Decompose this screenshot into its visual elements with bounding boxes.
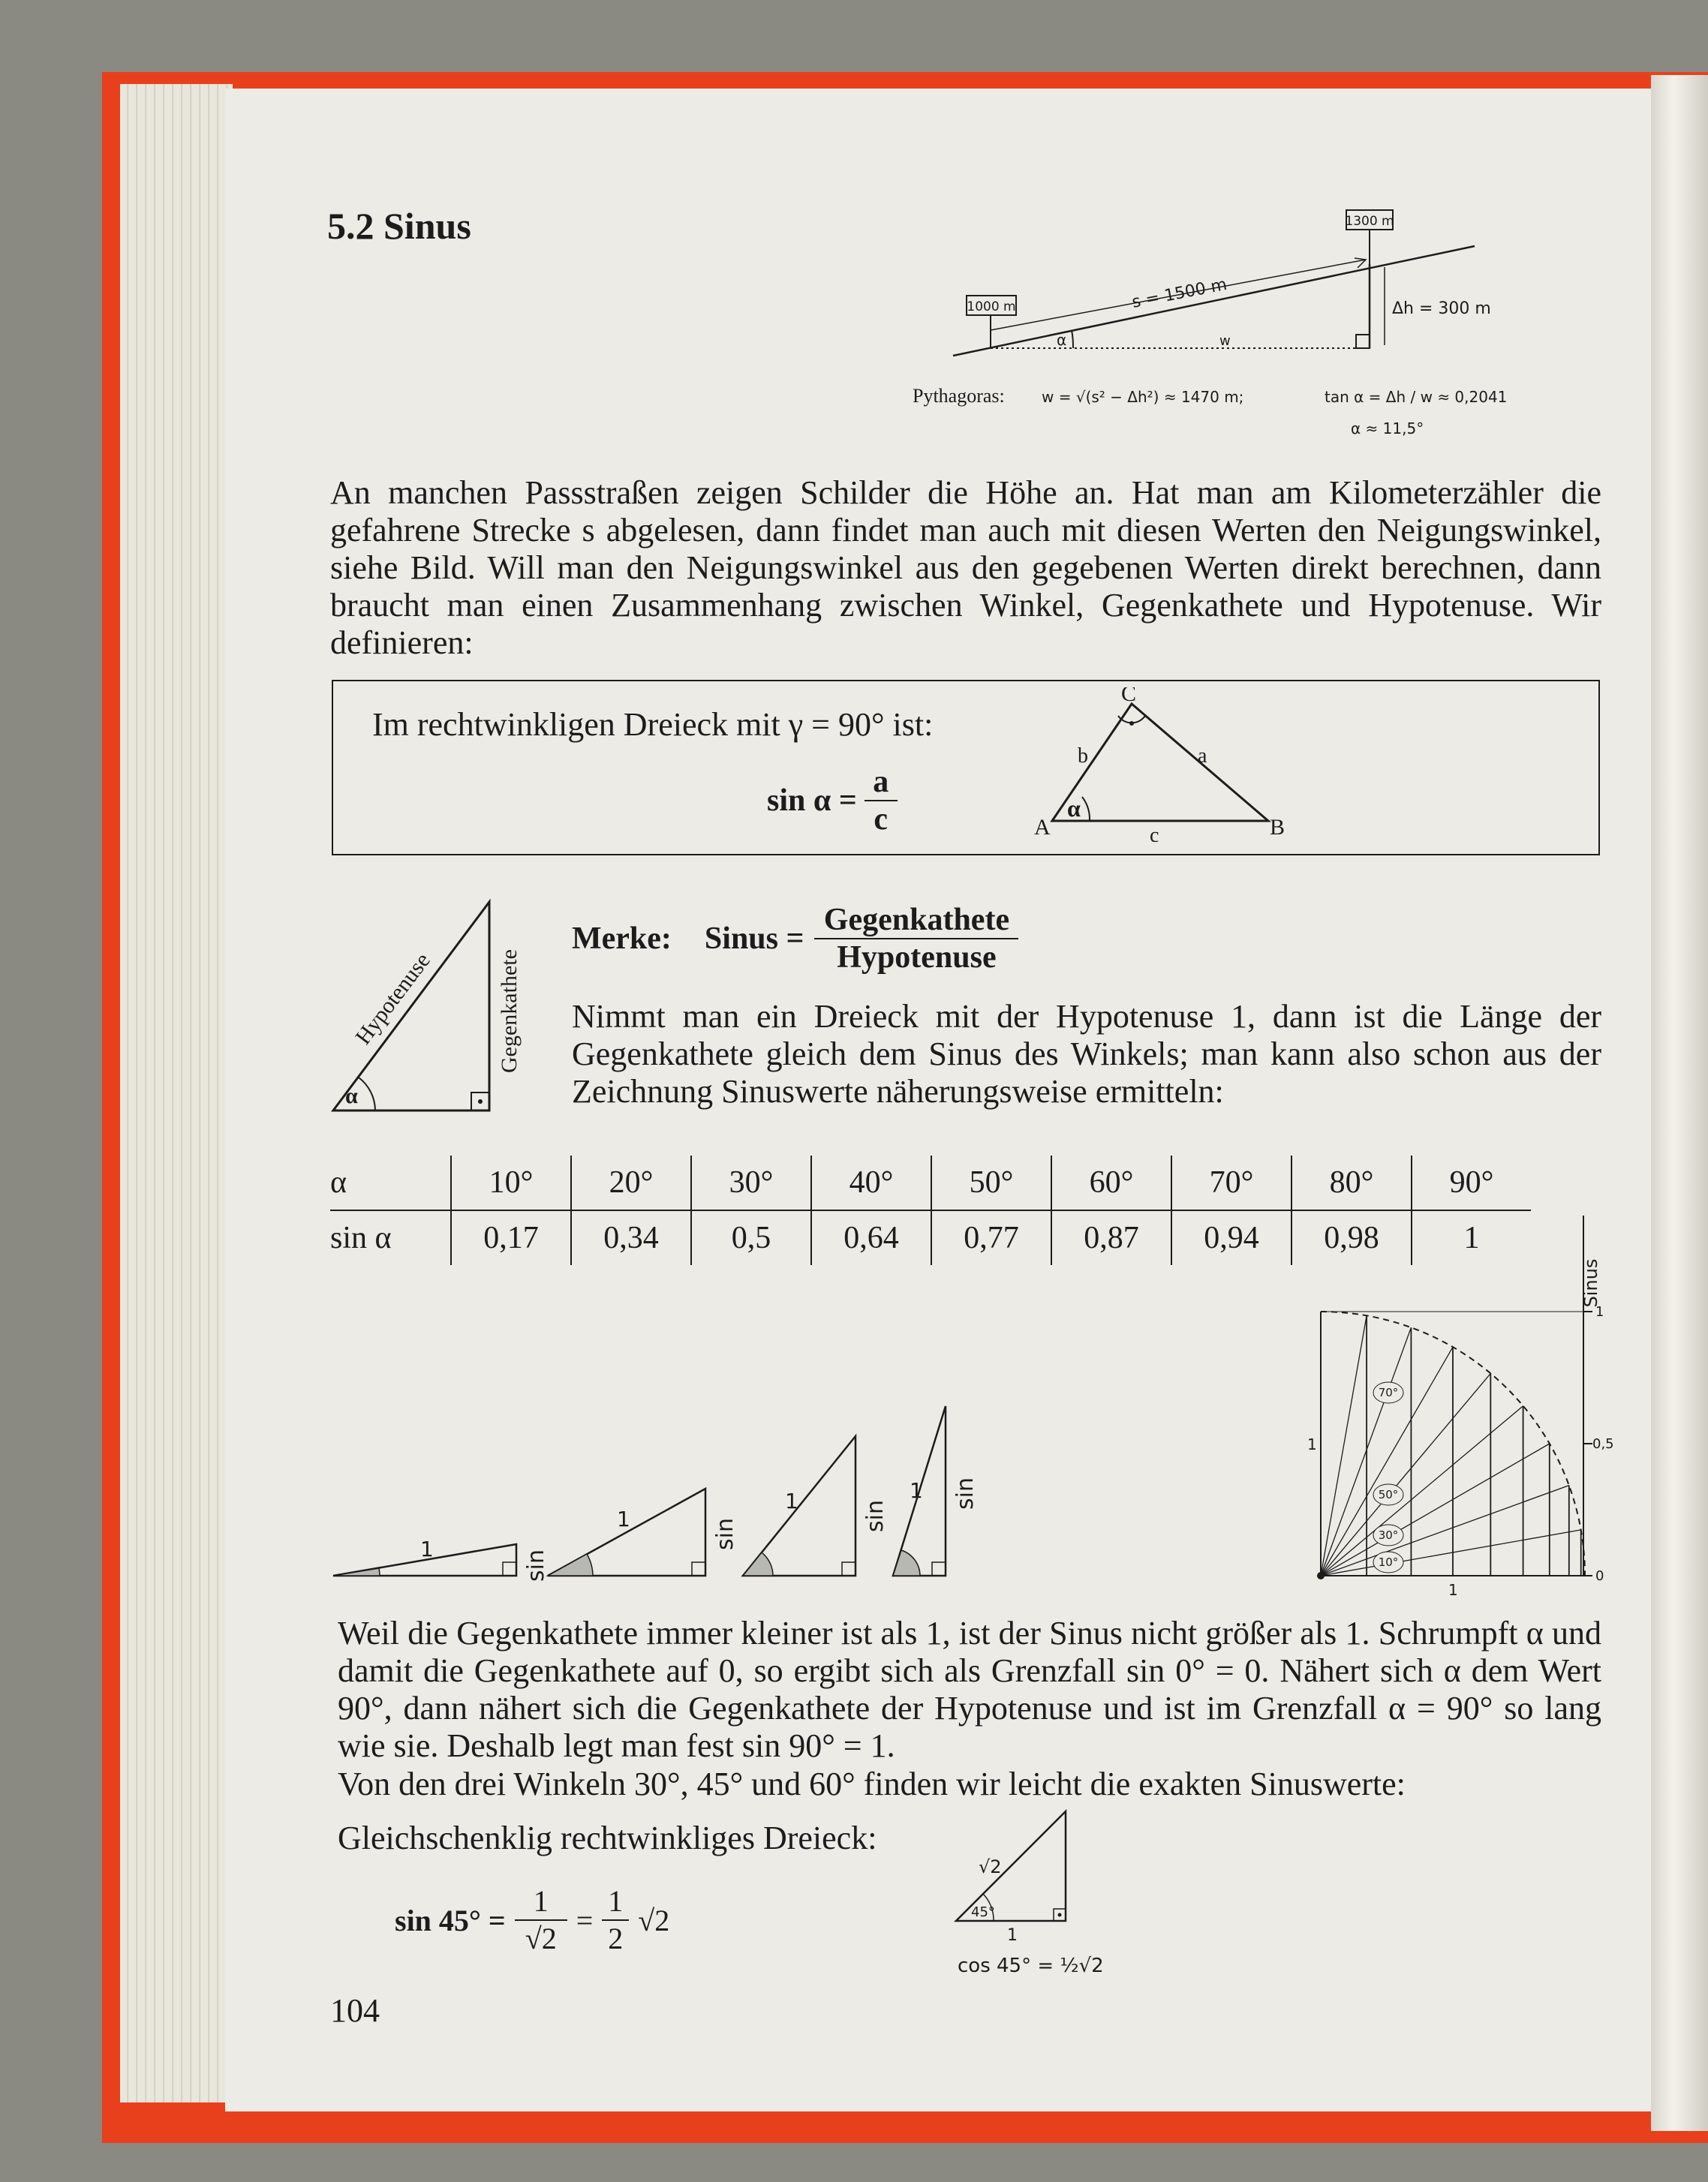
angle-badge-70 <box>1373 1382 1403 1403</box>
page-number: 104 <box>330 1992 380 2029</box>
paragraph-exact-values: Von den drei Winkeln 30°, 45° und 60° finden wir leicht die exakten Sinuswerte: <box>338 1766 1406 1802</box>
merke-paragraph: Nimmt man ein Dreieck mit der Hypotenuse 1, dann ist die Länge der Gegenkathete gleich dem Sinus des Winkels; man kann also schon aus der Zeichnung Sinuswerte näherungsweise ermitteln: <box>572 998 1601 1110</box>
angle-badge-10 <box>1373 1552 1403 1573</box>
definition-lhs: sin α = <box>767 783 857 818</box>
sine-cell: 1 <box>1412 1210 1531 1265</box>
merke-numerator: Gegenkathete <box>823 903 1010 937</box>
tri4-hyp: 1 <box>910 1478 923 1503</box>
angle-cell: 80° <box>1292 1156 1412 1210</box>
left-sign <box>967 296 1016 315</box>
sin45-lhs: sin 45° = <box>395 1903 506 1937</box>
origin-point <box>1317 1572 1325 1579</box>
top-sign-label: 1300 m <box>1345 214 1394 229</box>
angle-cell: 50° <box>931 1156 1051 1210</box>
angle-cell: 30° <box>691 1156 811 1210</box>
vertex-c: C <box>1121 687 1137 706</box>
paragraph-limits: Weil die Gegenkathete immer kleiner ist als 1, ist der Sinus nicht größer als 1. Schrumpft α und damit die Gegenkathete auf 0, so ergibt sich als Grenzfall sin 0° = 0. Nähert sich α dem Wert 90°, dann nähert sich die Gegenkathete der Hypotenuse und ist im Grenzfall α = 90° so lang wie sie. Deshalb legt man fest sin 90° = 1. <box>338 1615 1601 1764</box>
s-label: s = 1500 m <box>1130 275 1229 312</box>
definition-formula <box>767 764 898 837</box>
frac1-num: 1 <box>533 1884 549 1918</box>
radius-lines <box>1321 1315 1581 1576</box>
w-label: w <box>1219 333 1231 349</box>
row-label-alpha: α <box>330 1165 347 1200</box>
quarter-circle-figure <box>1298 1216 1621 1598</box>
section-title: 5.2 Sinus <box>327 205 471 247</box>
radius-line-20 <box>1321 1486 1569 1576</box>
frac2 <box>602 1883 629 1957</box>
frac2-num: 1 <box>608 1884 624 1918</box>
frac2-den: 2 <box>608 1922 624 1955</box>
angle-badge-50 <box>1373 1484 1403 1505</box>
tri4-sin: sin <box>952 1477 979 1510</box>
merke-triangle <box>323 893 540 1118</box>
sine-cell: 0,77 <box>931 1210 1051 1265</box>
row-label-sin: sin α <box>330 1221 392 1255</box>
frac1-den: √2 <box>525 1922 557 1955</box>
intro-paragraph: An manchen Passstraßen zeigen Schilder die Höhe an. Hat man am Kilometerzähler die gefahrene Strecke s abgelesen, dann findet man auch mit diesen Werten den Neigungswinkel, siehe Bild. Will man den Neigungswinkel aus den gegebenen Werten direkt berechnen, dann braucht man einen Zusammenhang zwischen Winkel, Gegenkathete und Hypotenuse. Wir definieren: <box>330 474 1601 661</box>
merke-lhs: Sinus = <box>704 921 804 956</box>
base-label: 1 <box>1448 1581 1458 1598</box>
frac1 <box>515 1883 567 1957</box>
merke-denominator: Hypotenuse <box>837 940 997 975</box>
angle-cell: 60° <box>1051 1156 1171 1210</box>
angle-70-label: 70° <box>1378 1386 1399 1399</box>
tri1-sin: sin <box>523 1549 549 1582</box>
page-edges <box>120 84 233 2102</box>
tick-05: 0,5 <box>1592 1436 1614 1452</box>
sine-cell: 0,98 <box>1292 1210 1412 1265</box>
alpha-label: α <box>1057 331 1067 349</box>
angle-cell: 70° <box>1171 1156 1292 1210</box>
radius-line-40 <box>1321 1406 1523 1576</box>
iso-angle: 45° <box>971 1904 995 1920</box>
angle-badge-30 <box>1373 1525 1403 1546</box>
top-sign <box>1345 210 1394 230</box>
sine-cell: 0,64 <box>811 1210 931 1265</box>
frac2-tail: √2 <box>638 1903 670 1937</box>
tri2-sin: sin <box>712 1518 738 1550</box>
iso-hyp: √2 <box>979 1856 1002 1877</box>
angle-cell: 90° <box>1412 1156 1531 1210</box>
angle-cell: 40° <box>811 1156 931 1210</box>
angle-row <box>330 1156 1531 1210</box>
merke-label: Merke: <box>572 921 672 956</box>
page-gutter <box>1651 75 1708 2131</box>
radius-line-50 <box>1321 1373 1490 1576</box>
angle-30-label: 30° <box>1378 1528 1399 1542</box>
iso-base: 1 <box>1007 1926 1018 1945</box>
axis-label: Sinus <box>1580 1258 1601 1308</box>
sine-cell: 0,17 <box>451 1210 571 1265</box>
vertex-a: A <box>1034 815 1051 840</box>
merke-fraction <box>814 902 1018 975</box>
sin45-formula <box>395 1883 669 1957</box>
cos45-label: cos 45° = ½√2 <box>958 1955 1104 1977</box>
road-slope-figure <box>886 195 1508 450</box>
tick-1: 1 <box>1595 1304 1604 1320</box>
merke-formula <box>572 902 1018 975</box>
side-b: b <box>1078 744 1088 768</box>
tri3-sin: sin <box>862 1500 889 1532</box>
sine-cell: 0,94 <box>1171 1210 1292 1265</box>
tri3-hyp: 1 <box>785 1489 798 1513</box>
pythagoras-formula: w = √(s² − Δh²) ≈ 1470 m; <box>1042 388 1244 406</box>
merke-hyp-label: Hypotenuse <box>350 948 435 1050</box>
angle-cell: 20° <box>571 1156 691 1210</box>
angle-alpha: α <box>1067 795 1081 822</box>
merke-alpha: α <box>345 1083 358 1108</box>
alpha-result: α ≈ 11,5° <box>1351 419 1424 437</box>
merke-opp-label: Gegenkathete <box>497 949 522 1073</box>
angle-cell: 10° <box>451 1156 571 1210</box>
sine-cell: 0,87 <box>1051 1210 1171 1265</box>
tri1-hyp: 1 <box>420 1537 434 1561</box>
radius-label: 1 <box>1307 1435 1317 1453</box>
vertex-b: B <box>1270 815 1286 840</box>
pythagoras-prefix: Pythagoras: <box>913 385 1005 407</box>
side-c: c <box>1150 824 1159 842</box>
definition-denominator: c <box>874 802 889 837</box>
abc-triangle <box>1028 687 1306 842</box>
sine-cell: 0,34 <box>571 1210 691 1265</box>
tan-formula: tan α = Δh / w ≈ 0,2041 <box>1325 388 1508 406</box>
definition-fraction <box>865 764 898 837</box>
side-a: a <box>1198 744 1207 768</box>
small-triangles <box>330 1396 1006 1583</box>
equals-sign: = <box>576 1903 594 1937</box>
definition-numerator: a <box>873 765 889 799</box>
isosceles-heading: Gleichschenklig rechtwinkliges Dreieck: <box>338 1820 877 1856</box>
angle-10-label: 10° <box>1378 1555 1399 1569</box>
angle-50-label: 50° <box>1378 1488 1399 1501</box>
isosceles-triangle <box>946 1805 1111 1985</box>
tick-0: 0 <box>1595 1568 1604 1584</box>
dh-label: Δh = 300 m <box>1392 299 1491 318</box>
left-sign-label: 1000 m <box>967 299 1016 314</box>
tri2-hyp: 1 <box>617 1507 630 1531</box>
definition-text: Im rechtwinkligen Dreieck mit γ = 90° ist: <box>372 706 934 743</box>
sine-cell: 0,5 <box>691 1210 811 1265</box>
